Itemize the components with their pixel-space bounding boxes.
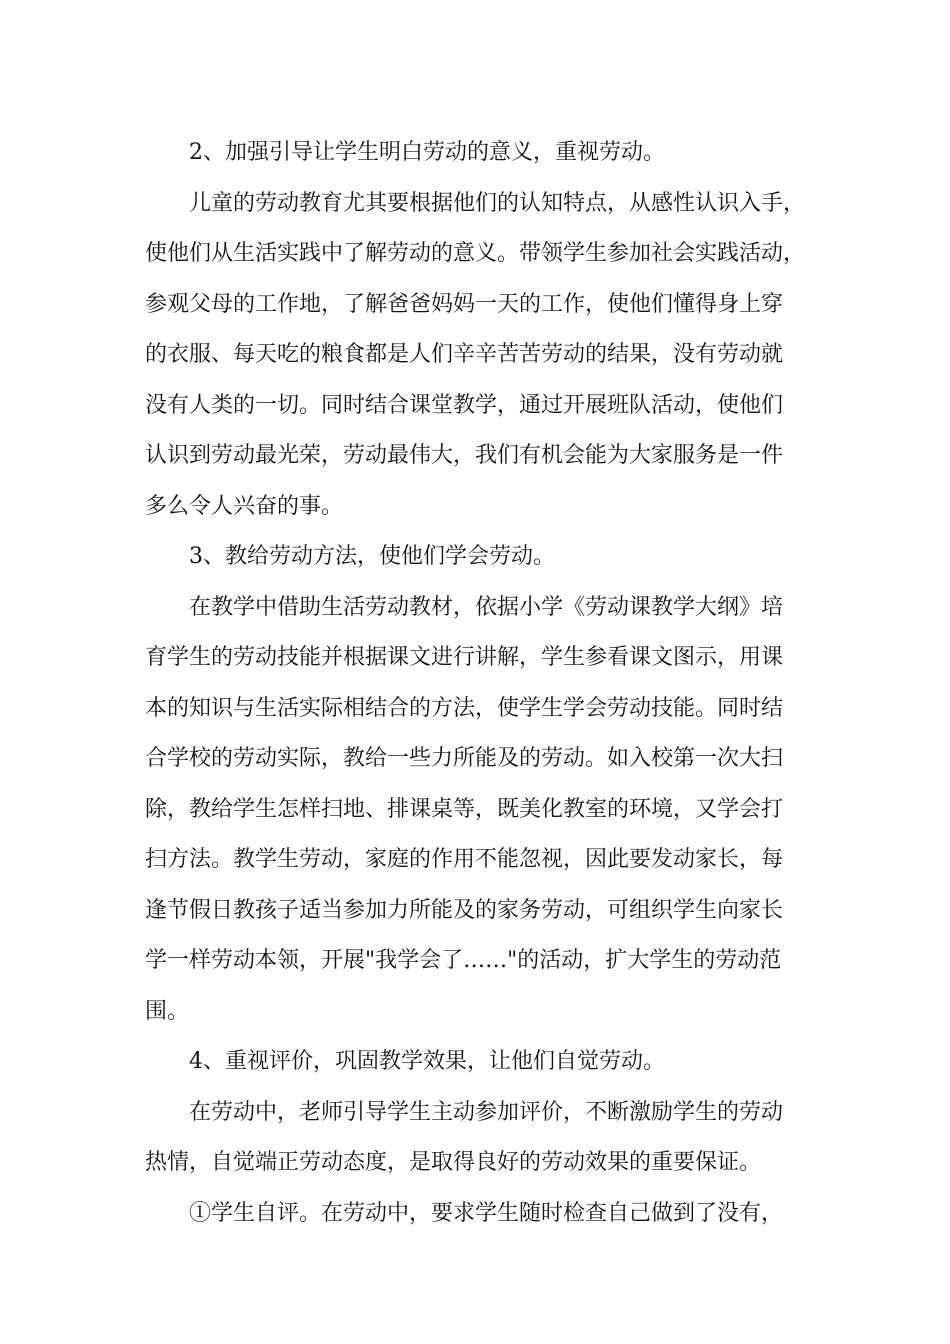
paragraph-line: 热情，自觉端正劳动态度，是取得良好的劳动效果的重要保证。	[145, 1150, 762, 1175]
paragraph-line: 多么令人兴奋的事。	[145, 493, 344, 519]
paragraph-line: 围。	[145, 998, 190, 1024]
paragraph-line: 育学生的劳动技能并根据课文进行讲解，学生参看课文图示，用课	[145, 645, 784, 670]
paragraph-line: 参观父母的工作地，了解爸爸妈妈一天的工作，使他们懂得身上穿	[145, 291, 784, 317]
paragraph-line: 逢节假日教孩子适当参加力所能及的家务劳动，可组织学生向家长	[145, 897, 784, 923]
paragraph-line: 本的知识与生活实际相结合的方法，使学生学会劳动技能。同时结	[145, 695, 784, 721]
section-heading-4: 4、重视评价，巩固教学效果，让他们自觉劳动。	[189, 1049, 665, 1074]
paragraph-line: ①学生自评。在劳动中，要求学生随时检查自己做到了没有，	[189, 1200, 784, 1226]
paragraph-line: 使他们从生活实践中了解劳动的意义。带领学生参加社会实践活动，	[145, 241, 806, 266]
paragraph-line: 在教学中借助生活劳动教材，依据小学《劳动课教学大纲》培	[189, 594, 784, 620]
paragraph-line: 的衣服、每天吃的粮食都是人们辛辛苦苦劳动的结果，没有劳动就	[145, 342, 784, 367]
paragraph-line: 认识到劳动最光荣，劳动最伟大，我们有机会能为大家服务是一件	[145, 443, 784, 468]
paragraph-line: 在劳动中，老师引导学生主动参加评价，不断激励学生的劳动	[189, 1099, 784, 1125]
section-heading-3: 3、教给劳动方法，使他们学会劳动。	[189, 544, 555, 569]
paragraph-line: 除，教给学生怎样扫地、排课桌等，既美化教室的环境，又学会打	[145, 796, 784, 822]
paragraph-line: 合学校的劳动实际，教给一些力所能及的劳动。如入校第一次大扫	[145, 746, 784, 771]
section-heading-2: 2、加强引导让学生明白劳动的意义，重视劳动。	[189, 140, 665, 165]
paragraph-line: 扫方法。教学生劳动，家庭的作用不能忽视，因此要发动家长，每	[145, 847, 784, 872]
paragraph-line: 儿童的劳动教育尤其要根据他们的认知特点，从感性认识入手，	[189, 190, 806, 216]
paragraph-line: 没有人类的一切。同时结合课堂教学，通过开展班队活动，使他们	[145, 392, 784, 418]
document-body	[145, 128, 825, 1239]
paragraph-line: 学一样劳动本领，开展"我学会了……"的活动，扩大学生的劳动范	[145, 948, 782, 973]
